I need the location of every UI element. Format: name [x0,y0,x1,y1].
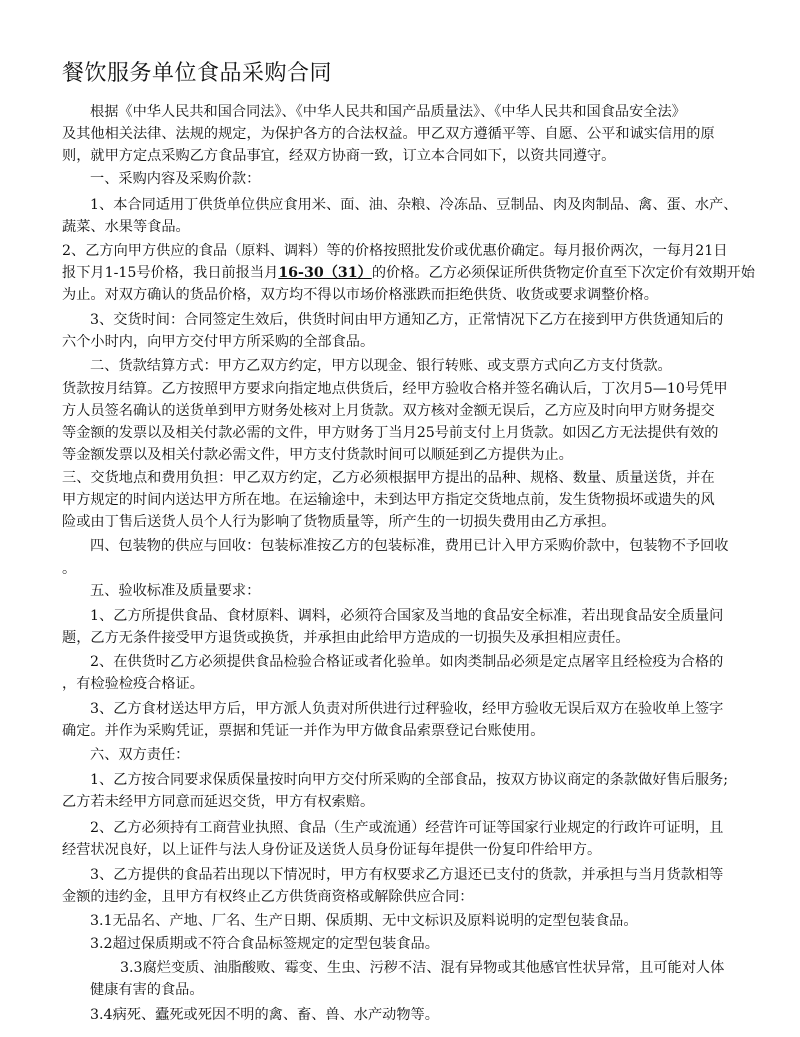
text-line: 3、交货时间：合同签定生效后，供货时间由甲方通知乙方，正常情况下乙方在接到甲方供货通知后的 [90,312,724,328]
text-line: 等金额的发票以及相关付款必需的文件，甲方财务丁当月25号前支付上月货款。如因乙方无法提供有效的 [62,425,719,441]
list-item: 3.2超过保质期或不符合食品标签规定的定型包装食品。 [90,936,439,952]
section-heading: 四、包装物的供应与回收：包装标准按乙方的包装标准，费用已计入甲方采购价款中，包装物不予回收 [90,538,729,554]
section-heading: 六、双方责任： [90,747,190,763]
text-line: 3、乙方提供的食品若出现以下情况时，甲方有权要求乙方退还已支付的货款，并承担与当月货款相等 [90,867,724,883]
text-line: 则，就甲方定点采购乙方食品事宜，经双方协商一致，订立本合同如下，以资共同遵守。 [62,148,616,164]
text-line: ，有检验检疫合格证。 [62,676,204,692]
text-line: 六个小时内，向甲方交付甲方所采购的全部食品。 [62,334,375,350]
text-line: 健康有害的食品。 [90,982,204,998]
text-line: 为止。对双方确认的货品价格，双方均不得以市场价格涨跌而拒绝供货、收货或要求调整价格。 [62,287,658,303]
text-line: 3、乙方食材送达甲方后，甲方派人负责对所供进行过秤验收，经甲方验收无误后双方在验收单上签字 [90,701,724,717]
text-line: 等金额发票以及相关付款必需文件，甲方支付货款时间可以顺延到乙方提供为止。 [62,447,573,463]
text-segment: 报下月1-15号价格，我日前报当月 [62,265,279,281]
section-heading: 二、货款结算方式：甲方乙双方约定，甲方以现金、银行转账、或支票方式向乙方支付货款。 [90,358,672,374]
text-line: 甲方规定的时间内送达甲方所在地。在运输途中，未到达甲方指定交货地点前，发生货物损坏或遗失的风 [62,492,715,508]
text-line: 乙方若未经甲方同意而延迟交货，甲方有权索赔。 [62,794,375,810]
list-item: 3.4病死、蠹死或死因不明的禽、畜、兽、水产动物等。 [90,1007,439,1023]
text-line: 根据《中华人民共和国合同法》、《中华人民共和国产品质量法》、《中华人民共和国食品安全法》 [90,104,686,120]
text-line: 方人员签名确认的送货单到甲方财务处核对上月货款。双方核对金额无误后，乙方应及时向甲方财务提交 [62,403,715,419]
text-line: 1、本合同适用丁供货单位供应食用米、面、油、杂粮、冷冻品、豆制品、肉及肉制品、禽、蛋、水产、 [90,197,738,213]
text-line: 1、乙方所提供食品、食材原料、调料，必须符合国家及当地的食品安全标准，若出现食品安全质量问 [90,608,724,624]
section-heading: 三、交货地点和费用负担：甲乙双方约定，乙方必须根据甲方提出的品种、规格、数量、质量送货，并在 [62,470,715,486]
text-line: 及其他相关法律、法规的规定，为保护各方的合法权益。甲乙双方遵循平等、自愿、公平和诚实信用的原 [62,126,715,142]
text-line: 金额的违约金，且甲方有权终止乙方供货商资格或解除供应合同： [62,889,474,905]
text-line: 经营状况良好，以上证件与法人身份证及送货人员身份证每年提供一份复印件给甲方。 [62,842,602,858]
text-line: 2、在供货时乙方必须提供食品检验合格证或者化验单。如肉类制品必须是定点屠宰且经检疫为合格的 [90,654,724,670]
text-line: 。 [62,561,77,577]
text-line: 险或由丁售后送货人员个人行为影响了货物质量等，所产生的一切损失费用由乙方承担。 [62,514,616,530]
text-line: 题，乙方无条件接受甲方退货或换货，并承担由此给甲方造成的一切损失及承担相应责任。 [62,630,630,646]
section-heading: 一、采购内容及采购价款： [90,171,261,187]
list-item: 3.1无品名、产地、厂名、生产日期、保质期、无中文标识及原料说明的定型包装食品。 [90,913,638,929]
text-segment: 的价格。乙方必须保证所供货物定价直至下次定价有效期开始 [371,265,755,281]
text-line: 1、乙方按合同要求保质保量按时向甲方交付所采购的全部食品，按双方协议商定的条款做好售后服务; [90,772,729,788]
text-line: 2、乙方向甲方供应的食品（原料、调料）等的价格按照批发价或优惠价确定。每月报价两次，一每月21日 [62,243,728,259]
list-item: 3.3腐烂变质、油脂酸败、霉变、生虫、污秽不洁、混有异物或其他感官性状异常，且可能对人体 [120,960,725,976]
text-line: 货款按月结算。乙方按照甲方要求向指定地点供货后，经甲方验收合格并签名确认后，丁次月5—10号凭甲 [62,381,728,397]
text-line: 2、乙方必须持有工商营业执照、食品（生产或流通）经营许可证等国家行业规定的行政许可证明，且 [90,820,724,836]
document-title: 餐饮服务单位食品采购合同 [62,61,333,86]
text-line: 蔬菜、水果等食品。 [62,219,190,235]
underlined-date-range: 16-30（31） [278,265,372,281]
text-line [62,262,755,284]
text-line: 确定。并作为采购凭证，票据和凭证一并作为甲方做食品索票登记台账使用。 [62,723,545,739]
section-heading: 五、验收标准及质量要求： [90,583,261,599]
